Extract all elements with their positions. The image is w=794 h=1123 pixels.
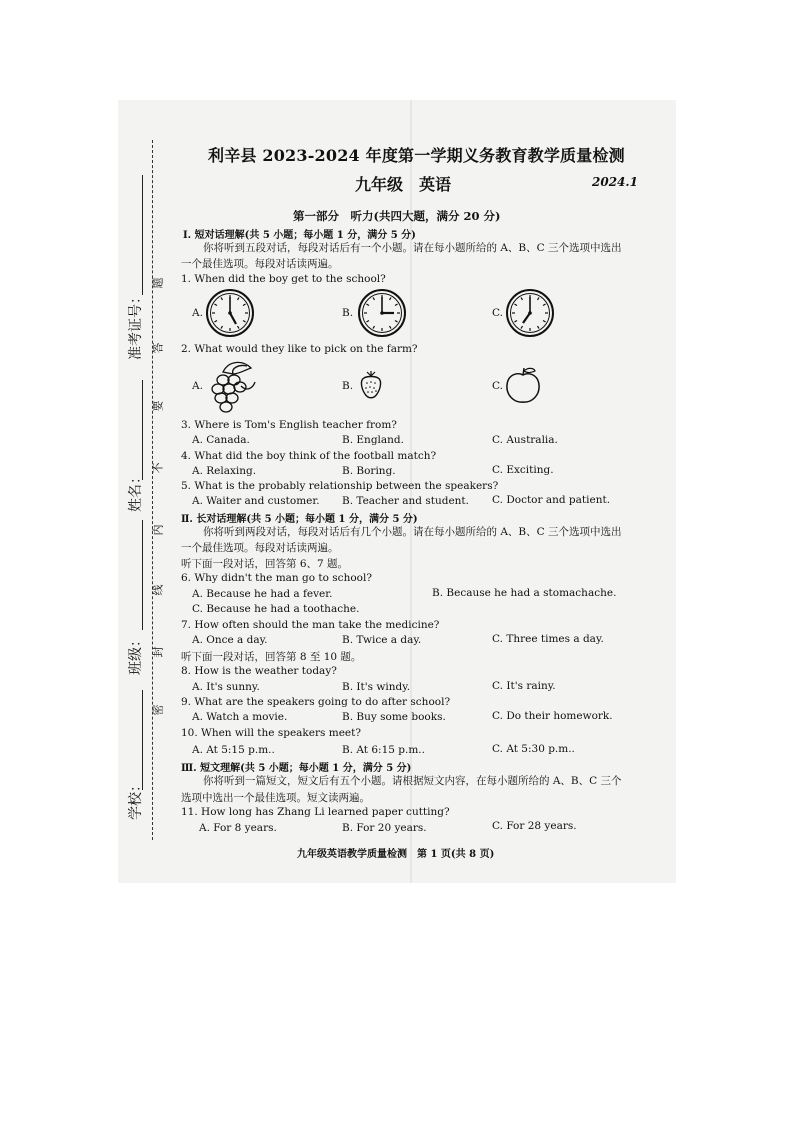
question-7: 7. How often should the man take the medicine? xyxy=(181,619,440,631)
question-5: 5. What is the probably relationship between the speakers? xyxy=(181,480,499,492)
q6-option-c: C. Because he had a toothache. xyxy=(192,603,360,615)
clock-7-icon xyxy=(205,288,255,338)
question-2: 2. What would they like to pick on the farm? xyxy=(181,343,418,355)
q8-option-b: B. It's windy. xyxy=(342,681,411,693)
dialog-2-intro: 听下面一段对话，回答第 8 至 10 题。 xyxy=(181,651,362,663)
q9-option-c: C. Do their homework. xyxy=(492,710,613,722)
q3-option-c: C. Australia. xyxy=(492,434,558,446)
q1-option-c: C. xyxy=(492,307,503,319)
seal-char-1: 题 xyxy=(151,277,165,289)
q10-option-a: A. At 5:15 p.m.. xyxy=(192,744,275,756)
section-3-instr-2: 选项中选出一个最佳选项。短文读两遍。 xyxy=(181,792,370,804)
question-3: 3. Where is Tom's English teacher from? xyxy=(181,419,397,431)
seal-char-6: 线 xyxy=(151,584,165,596)
q11-option-b: B. For 20 years. xyxy=(342,822,427,834)
school-line xyxy=(128,690,143,790)
clock-3-icon xyxy=(357,288,407,338)
label-school: 学校： xyxy=(128,778,144,820)
seal-char-4: 不 xyxy=(151,462,165,474)
section-3-heading: Ⅲ. 短文理解(共 5 小题；每小题 1 分，满分 5 分) xyxy=(181,763,412,774)
label-exam-number: 准考证号： xyxy=(128,290,144,360)
page-footer: 九年级英语教学质量检测 第 1 页(共 8 页) xyxy=(297,849,495,860)
q11-option-c: C. For 28 years. xyxy=(492,820,577,832)
section-1-instr-2: 一个最佳选项。每段对话读两遍。 xyxy=(181,258,339,270)
q1-option-a: A. xyxy=(192,307,203,319)
question-8: 8. How is the weather today? xyxy=(181,665,337,677)
seal-char-8: 密 xyxy=(151,704,165,716)
section-3-instr-1: 你将听到一篇短文，短文后有五个小题。请根据短文内容，在每小题所给的 A、B、C 三个 xyxy=(203,775,622,787)
q5-option-c: C. Doctor and patient. xyxy=(492,494,611,506)
seal-char-5: 内 xyxy=(151,524,165,536)
q7-option-a: A. Once a day. xyxy=(192,634,268,646)
q7-option-b: B. Twice a day. xyxy=(342,634,422,646)
q9-option-b: B. Buy some books. xyxy=(342,711,446,723)
question-1: 1. When did the boy get to the school? xyxy=(181,273,386,285)
binding-line xyxy=(152,140,153,840)
seal-char-3: 要 xyxy=(151,400,165,412)
strawberry-icon xyxy=(358,370,384,402)
q8-option-a: A. It's sunny. xyxy=(192,681,260,693)
q2-option-b: B. xyxy=(342,380,354,392)
q7-option-c: C. Three times a day. xyxy=(492,633,604,645)
exam-number-line xyxy=(128,175,143,295)
apple-icon xyxy=(504,365,542,405)
part-heading: 第一部分 听力(共四大题，满分 20 分) xyxy=(293,209,501,223)
grade-label: 九年级 xyxy=(355,175,404,194)
label-class: 班级： xyxy=(128,633,144,675)
class-line xyxy=(128,520,143,630)
q4-option-a: A. Relaxing. xyxy=(192,465,257,477)
q10-option-b: B. At 6:15 p.m.. xyxy=(342,744,425,756)
q4-option-c: C. Exciting. xyxy=(492,464,554,476)
subject-label: 英语 xyxy=(419,175,452,194)
section-2-instr-2: 一个最佳选项。每段对话读两遍。 xyxy=(181,542,339,554)
exam-subtitle xyxy=(355,172,467,195)
q10-option-c: C. At 5:30 p.m.. xyxy=(492,743,575,755)
clock-8-icon xyxy=(505,288,555,338)
q1-option-b: B. xyxy=(342,307,354,319)
question-6: 6. Why didn't the man go to school? xyxy=(181,572,372,584)
label-name: 姓名： xyxy=(128,470,144,512)
q9-option-a: A. Watch a movie. xyxy=(192,711,288,723)
q2-option-c: C. xyxy=(492,380,503,392)
q6-option-a: A. Because he had a fever. xyxy=(192,588,333,600)
q5-option-a: A. Waiter and customer. xyxy=(192,495,320,507)
q3-option-b: B. England. xyxy=(342,434,404,446)
dialog-1-intro: 听下面一段对话，回答第 6、7 题。 xyxy=(181,558,349,570)
q2-option-a: A. xyxy=(192,380,203,392)
question-4: 4. What did the boy think of the football match? xyxy=(181,450,437,462)
section-2-heading: Ⅱ. 长对话理解(共 5 小题；每小题 1 分，满分 5 分) xyxy=(181,514,418,525)
seal-char-7: 封 xyxy=(151,646,165,658)
question-11: 11. How long has Zhang Li learned paper cutting? xyxy=(181,806,450,818)
section-2-instr-1: 你将听到两段对话，每段对话后有几个小题。请在每小题所给的 A、B、C 三个选项中选出 xyxy=(203,526,622,538)
section-1-instr-1: 你将听到五段对话，每段对话后有一个小题。请在每小题所给的 A、B、C 三个选项中选出 xyxy=(203,242,622,254)
q4-option-b: B. Boring. xyxy=(342,465,396,477)
name-line xyxy=(128,380,143,480)
q5-option-b: B. Teacher and student. xyxy=(342,495,469,507)
exam-date: 2024.1 xyxy=(592,175,638,189)
q8-option-c: C. It's rainy. xyxy=(492,680,556,692)
grapes-icon xyxy=(203,358,261,416)
question-9: 9. What are the speakers going to do after school? xyxy=(181,696,451,708)
section-1-heading: Ⅰ. 短对话理解(共 5 小题；每小题 1 分，满分 5 分) xyxy=(183,230,416,241)
q6-option-b: B. Because he had a stomachache. xyxy=(432,587,617,599)
q3-option-a: A. Canada. xyxy=(192,434,250,446)
exam-title: 利辛县 2023-2024 年度第一学期义务教育教学质量检测 xyxy=(208,146,625,165)
question-10: 10. When will the speakers meet? xyxy=(181,727,361,739)
q11-option-a: A. For 8 years. xyxy=(199,822,277,834)
seal-char-2: 答 xyxy=(151,342,165,354)
